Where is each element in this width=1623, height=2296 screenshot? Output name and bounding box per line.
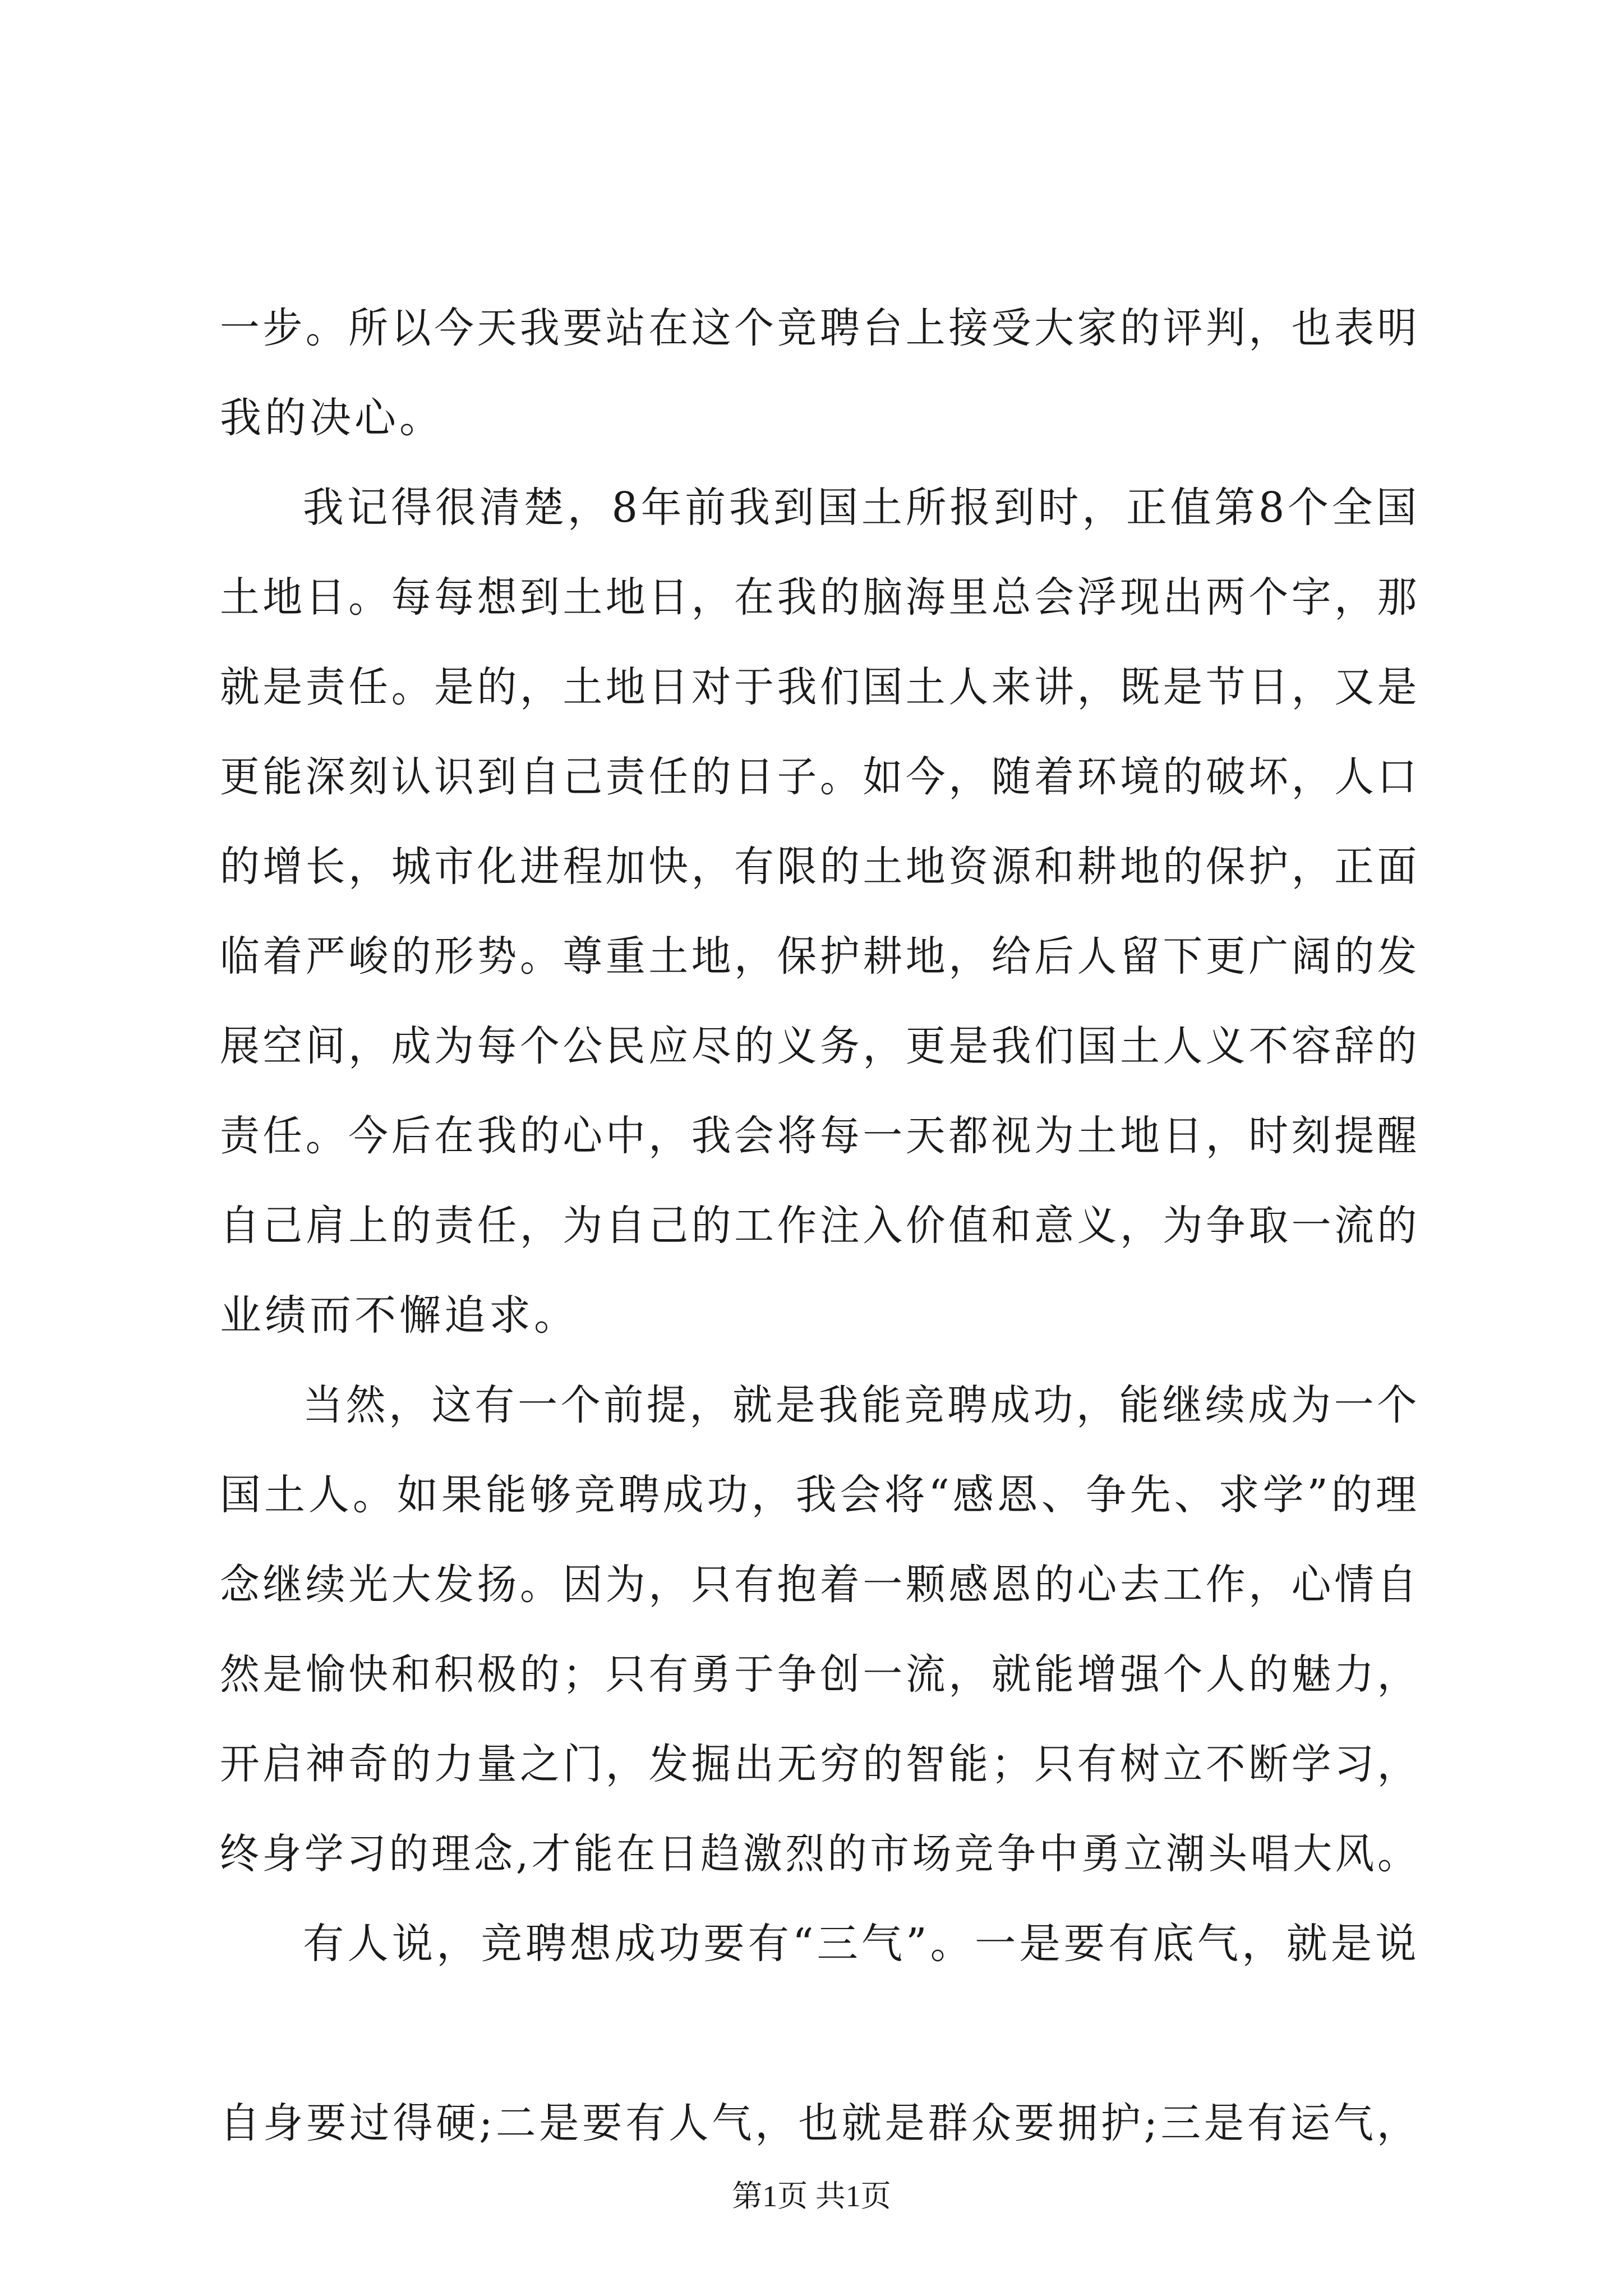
text-line: 就是责任。是的，土地日对于我们国土人来讲，既是节日，又是: [220, 663, 1421, 711]
text-line: 土地日。每每想到土地日，在我的脑海里总会浮现出两个字，那: [220, 573, 1421, 622]
text-line: 更能深刻认识到自己责任的日子。如今，随着环境的破坏，人口: [220, 753, 1421, 801]
text-line: 然是愉快和积极的；只有勇于争创一流，就能增强个人的魅力，: [220, 1650, 1421, 1699]
text-line: 我的决心。: [220, 394, 444, 442]
text-line: 展空间，成为每个公民应尽的义务，更是我们国土人义不容辞的: [220, 1022, 1421, 1070]
text-line: 自己肩上的责任，为自己的工作注入价值和意义，为争取一流的: [220, 1202, 1421, 1250]
text-line-paragraph-start: 我记得很清楚，8年前我到国土所报到时，正值第8个全国: [303, 484, 1421, 532]
text-line-paragraph-start: 当然，这有一个前提，就是我能竞聘成功，能继续成为一个: [303, 1381, 1421, 1429]
text-line: 临着严峻的形势。尊重土地，保护耕地，给后人留下更广阔的发: [220, 932, 1421, 981]
text-line: 业绩而不懈追求。: [220, 1291, 579, 1340]
text-line: 责任。今后在我的心中，我会将每一天都视为土地日，时刻提醒: [220, 1112, 1421, 1160]
text-line: 国土人。如果能够竞聘成功，我会将“感恩、争先、求学”的理: [220, 1471, 1420, 1519]
text-line: 一步。所以今天我要站在这个竞聘台上接受大家的评判，也表明: [220, 304, 1421, 352]
text-line-paragraph-start: 有人说，竞聘想成功要有“三气”。一是要有底气，就是说: [303, 1920, 1420, 1968]
text-line: 开启神奇的力量之门，发掘出无穷的智能；只有树立不断学习，: [220, 1740, 1421, 1788]
text-line: 念继续光大发扬。因为，只有抱着一颗感恩的心去工作，心情自: [220, 1561, 1421, 1609]
text-line: 终身学习的理念,才能在日趋激烈的市场竞争中勇立潮头唱大风。: [220, 1830, 1420, 1878]
page-footer: 第1页 共1页: [732, 2179, 891, 2213]
text-line: 自身要过得硬;二是要有人气，也就是群众要拥护;三是有运气，: [220, 2099, 1420, 2147]
text-line: 的增长，城市化进程加快，有限的土地资源和耕地的保护，正面: [220, 843, 1421, 891]
